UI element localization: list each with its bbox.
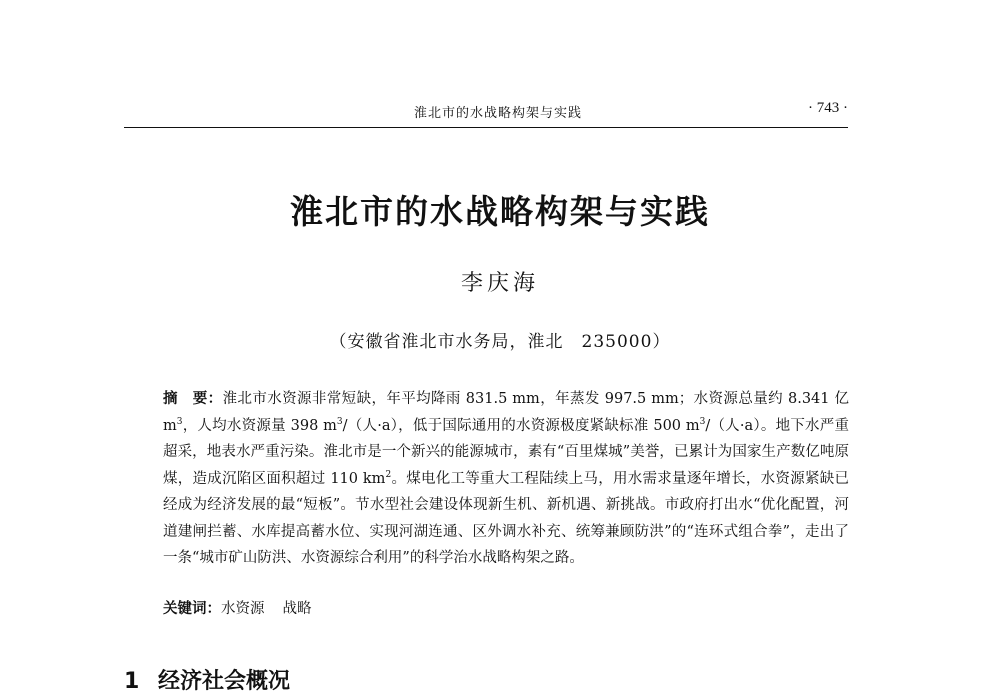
abstract-text: 。煤电化工等重大工程陆续上马，用水需求量逐年增长，水资源紧缺已经成为经济发展的最“短板”。节水型社会建设体现新生机、新机遇、新挑战。市政府打出水“优化配置，河道建闸拦蓄、水库提高蓄水位、实现河湖连通、区外调水补充、统筹兼顾防洪”的“连环式组合拳”，走出了一条“城市矿山防洪、水资源综合利用”的科学治水战略构架之路。: [163, 470, 850, 566]
keyword: 战略: [282, 601, 312, 617]
section-heading: [124, 664, 290, 695]
running-title: 淮北市的水战略构架与实践: [414, 106, 583, 121]
section-title: 经济社会概况: [158, 669, 291, 694]
running-header: [124, 100, 848, 122]
keywords: [163, 597, 849, 618]
affiliation: （安徽省淮北市水务局，淮北 235000）: [329, 332, 671, 352]
header-rule: [124, 127, 848, 128]
abstract: [163, 386, 849, 572]
superscript: 3: [336, 416, 343, 427]
page-number: · 743 ·: [808, 100, 848, 116]
section-number: 1: [124, 669, 140, 694]
superscript: 3: [176, 416, 183, 427]
superscript: 3: [699, 416, 706, 427]
abstract-text: /（人·a）。地下水严重超采，地表水严重污染。淮北市是一个新兴的能源城市，素有“百里煤城”美誉，已累计为国家生产数亿吨原煤，造成沉陷区面积超过 110 km: [163, 417, 849, 487]
superscript: 2: [385, 469, 392, 480]
article-title: 淮北市的水战略构架与实践: [290, 192, 710, 231]
abstract-text: 淮北市水资源非常短缺，年平均降雨 831.5 mm，年蒸发 997.5 mm；水资源总量约 8.341 亿 m: [163, 391, 849, 434]
abstract-text: /（人·a），低于国际通用的水资源极度紧缺标准 500 m: [342, 417, 700, 434]
keywords-label: 关键词：: [163, 601, 221, 617]
keyword: 水资源: [221, 601, 265, 617]
abstract-text: ，人均水资源量 398 m: [182, 417, 337, 434]
author: 李庆海: [460, 271, 539, 296]
abstract-label: 摘 要：: [163, 391, 223, 407]
